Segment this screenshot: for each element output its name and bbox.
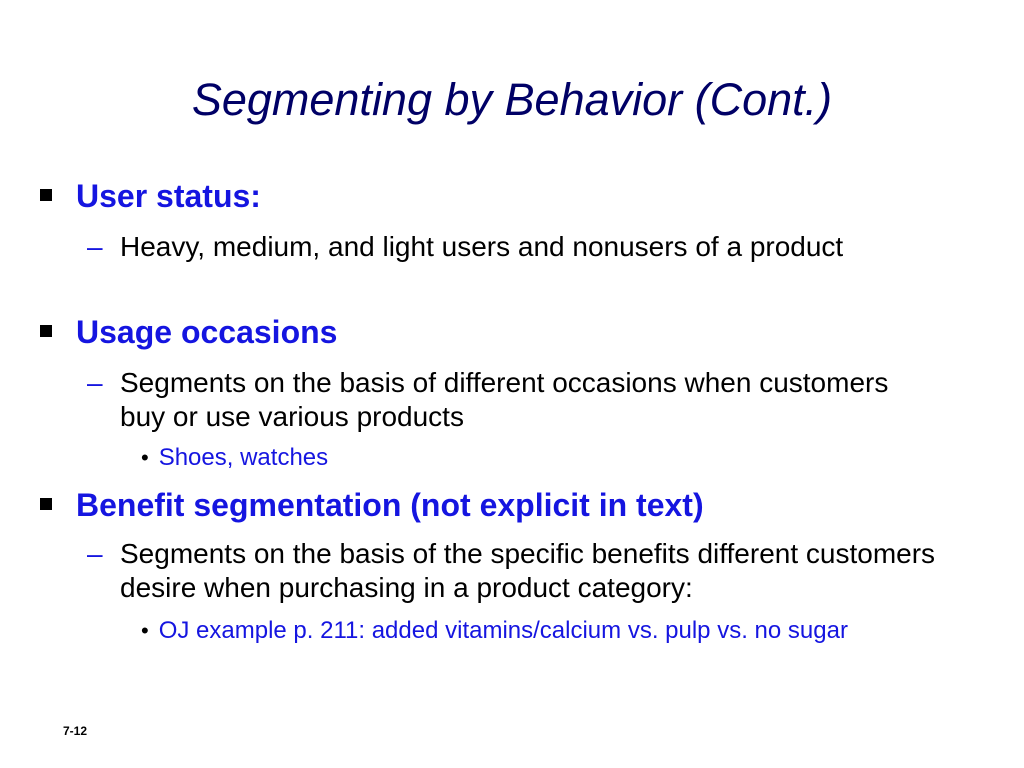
square-bullet-icon xyxy=(40,325,52,337)
dash-icon: – xyxy=(87,231,103,262)
page-number: 7-12 xyxy=(63,724,88,738)
sub-bullet-text: Segments on the basis of different occasions when customers buy or use various products xyxy=(120,367,889,432)
bullet-heading: User status: xyxy=(76,178,261,214)
dash-icon: – xyxy=(87,367,103,398)
bullet-item-user-status xyxy=(40,178,261,214)
sub-bullet-usage-occasions xyxy=(87,366,987,434)
sub-bullet-text: Segments on the basis of the specific benefits different customers desire when purchasing in a product category: xyxy=(120,538,936,603)
dash-icon: – xyxy=(87,538,103,569)
bullet-heading: Usage occasions xyxy=(76,314,338,350)
example-benefit-segmentation xyxy=(141,616,848,646)
bullet-item-usage-occasions xyxy=(40,314,337,350)
dot-bullet-icon: • xyxy=(141,445,149,470)
sub-bullet-text: Heavy, medium, and light users and nonusers of a product xyxy=(120,231,844,262)
square-bullet-icon xyxy=(40,189,52,201)
example-usage-occasions xyxy=(141,443,328,473)
bullet-heading: Benefit segmentation (not explicit in text) xyxy=(76,487,704,523)
example-text: OJ example p. 211: added vitamins/calcium vs. pulp vs. no sugar xyxy=(158,617,848,644)
example-text: Shoes, watches xyxy=(158,444,329,471)
dot-bullet-icon: • xyxy=(141,618,149,643)
square-bullet-icon xyxy=(40,498,52,510)
bullet-item-benefit-segmentation xyxy=(40,487,704,523)
sub-bullet-user-status xyxy=(87,230,987,264)
slide-title: Segmenting by Behavior (Cont.) xyxy=(191,74,833,125)
sub-bullet-benefit-segmentation xyxy=(87,537,987,605)
